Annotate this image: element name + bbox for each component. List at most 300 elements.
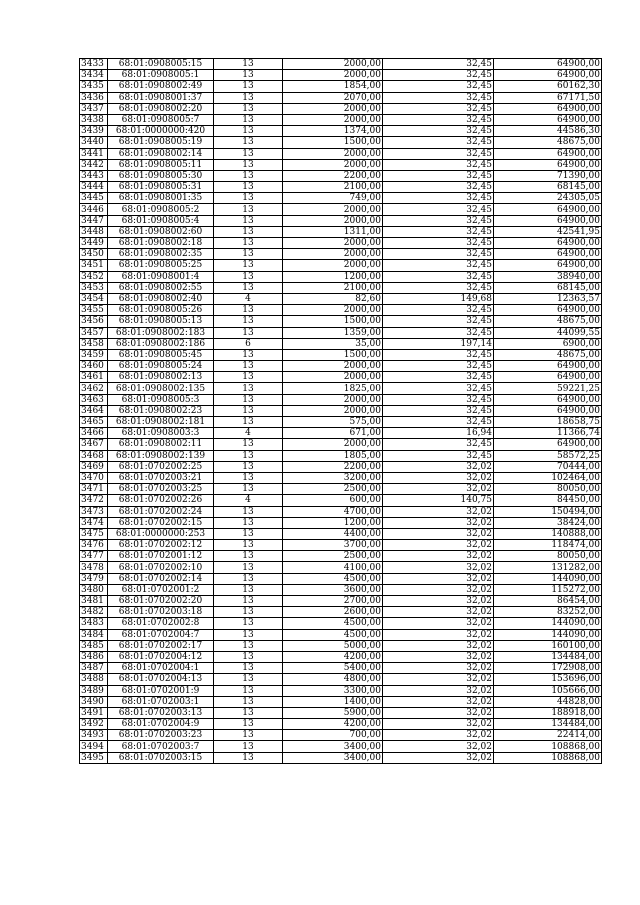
category-code: 13 — [214, 484, 283, 495]
rate-value: 32,45 — [383, 394, 494, 405]
rate-value: 32,02 — [383, 506, 494, 517]
total-value: 134484,00 — [494, 651, 602, 662]
category-code: 13 — [214, 506, 283, 517]
cadastral-number: 68:01:0908005:7 — [108, 114, 214, 125]
rate-value: 32,45 — [383, 361, 494, 372]
cadastral-number: 68:01:0702003:15 — [108, 752, 214, 763]
data-table — [79, 58, 602, 764]
total-value: 42541,95 — [494, 226, 602, 237]
total-value: 48675,00 — [494, 137, 602, 148]
cadastral-number: 68:01:0702002:26 — [108, 495, 214, 506]
category-code: 13 — [214, 327, 283, 338]
cadastral-number: 68:01:0908001:37 — [108, 92, 214, 103]
table-row — [80, 696, 602, 707]
cadastral-number: 68:01:0702002:17 — [108, 640, 214, 651]
area-value: 3200,00 — [283, 472, 383, 483]
area-value: 82,60 — [283, 293, 383, 304]
area-value: 4800,00 — [283, 674, 383, 685]
category-code: 13 — [214, 271, 283, 282]
area-value: 1500,00 — [283, 316, 383, 327]
category-code: 13 — [214, 719, 283, 730]
rate-value: 32,02 — [383, 618, 494, 629]
cadastral-number: 68:01:0702004:1 — [108, 663, 214, 674]
rate-value: 32,02 — [383, 651, 494, 662]
area-value: 1500,00 — [283, 349, 383, 360]
category-code: 13 — [214, 674, 283, 685]
category-code: 13 — [214, 305, 283, 316]
table-row — [80, 316, 602, 327]
table-row — [80, 59, 602, 70]
cadastral-number: 68:01:0702003:25 — [108, 484, 214, 495]
row-number: 3437 — [80, 103, 108, 114]
row-number: 3488 — [80, 674, 108, 685]
rate-value: 32,45 — [383, 170, 494, 181]
total-value: 64900,00 — [494, 394, 602, 405]
table-row — [80, 495, 602, 506]
rate-value: 32,45 — [383, 182, 494, 193]
total-value: 84450,00 — [494, 495, 602, 506]
rate-value: 197,14 — [383, 338, 494, 349]
table-row — [80, 293, 602, 304]
total-value: 12363,57 — [494, 293, 602, 304]
row-number: 3436 — [80, 92, 108, 103]
total-value: 44586,30 — [494, 126, 602, 137]
category-code: 13 — [214, 573, 283, 584]
category-code: 13 — [214, 226, 283, 237]
table-row — [80, 215, 602, 226]
total-value: 44099,55 — [494, 327, 602, 338]
rate-value: 32,02 — [383, 719, 494, 730]
rate-value: 32,45 — [383, 193, 494, 204]
total-value: 6900,00 — [494, 338, 602, 349]
category-code: 13 — [214, 562, 283, 573]
cadastral-number: 68:01:0702002:15 — [108, 517, 214, 528]
area-value: 1854,00 — [283, 81, 383, 92]
category-code: 13 — [214, 461, 283, 472]
table-row — [80, 450, 602, 461]
category-code: 13 — [214, 540, 283, 551]
area-value: 2000,00 — [283, 394, 383, 405]
rate-value: 32,45 — [383, 137, 494, 148]
total-value: 102464,00 — [494, 472, 602, 483]
rate-value: 32,45 — [383, 215, 494, 226]
rate-value: 32,45 — [383, 159, 494, 170]
table-row — [80, 651, 602, 662]
area-value: 2000,00 — [283, 59, 383, 70]
total-value: 64900,00 — [494, 405, 602, 416]
rate-value: 32,45 — [383, 271, 494, 282]
area-value: 2000,00 — [283, 114, 383, 125]
total-value: 64900,00 — [494, 238, 602, 249]
total-value: 134484,00 — [494, 719, 602, 730]
row-number: 3476 — [80, 540, 108, 551]
row-number: 3440 — [80, 137, 108, 148]
total-value: 64900,00 — [494, 215, 602, 226]
category-code: 13 — [214, 260, 283, 271]
row-number: 3455 — [80, 305, 108, 316]
category-code: 13 — [214, 215, 283, 226]
category-code: 13 — [214, 663, 283, 674]
row-number: 3435 — [80, 81, 108, 92]
table-row — [80, 685, 602, 696]
table-row — [80, 282, 602, 293]
table-row — [80, 607, 602, 618]
row-number: 3448 — [80, 226, 108, 237]
row-number: 3457 — [80, 327, 108, 338]
cadastral-number: 68:01:0908005:24 — [108, 361, 214, 372]
total-value: 64900,00 — [494, 204, 602, 215]
cadastral-number: 68:01:0702002:14 — [108, 573, 214, 584]
cadastral-number: 68:01:0908002:186 — [108, 338, 214, 349]
cadastral-number: 68:01:0908005:19 — [108, 137, 214, 148]
table-row — [80, 562, 602, 573]
rate-value: 32,45 — [383, 383, 494, 394]
area-value: 4500,00 — [283, 629, 383, 640]
total-value: 64900,00 — [494, 148, 602, 159]
table-row — [80, 327, 602, 338]
cadastral-number: 68:01:0000000:420 — [108, 126, 214, 137]
row-number: 3463 — [80, 394, 108, 405]
rate-value: 32,02 — [383, 540, 494, 551]
row-number: 3460 — [80, 361, 108, 372]
table-row — [80, 114, 602, 125]
rate-value: 32,45 — [383, 148, 494, 159]
rate-value: 32,45 — [383, 204, 494, 215]
cadastral-number: 68:01:0908002:60 — [108, 226, 214, 237]
area-value: 4700,00 — [283, 506, 383, 517]
row-number: 3464 — [80, 405, 108, 416]
table-row — [80, 271, 602, 282]
area-value: 2000,00 — [283, 405, 383, 416]
table-row — [80, 719, 602, 730]
cadastral-number: 68:01:0908002:135 — [108, 383, 214, 394]
table-row — [80, 461, 602, 472]
category-code: 13 — [214, 383, 283, 394]
total-value: 64900,00 — [494, 361, 602, 372]
row-number: 3481 — [80, 596, 108, 607]
table-row — [80, 540, 602, 551]
cadastral-number: 68:01:0702003:1 — [108, 696, 214, 707]
category-code: 13 — [214, 528, 283, 539]
table-row — [80, 484, 602, 495]
cadastral-number: 68:01:0908002:14 — [108, 148, 214, 159]
rate-value: 32,45 — [383, 327, 494, 338]
area-value: 2070,00 — [283, 92, 383, 103]
rate-value: 32,02 — [383, 584, 494, 595]
total-value: 80050,00 — [494, 484, 602, 495]
row-number: 3459 — [80, 349, 108, 360]
category-code: 13 — [214, 618, 283, 629]
rate-value: 32,02 — [383, 517, 494, 528]
total-value: 153696,00 — [494, 674, 602, 685]
total-value: 64900,00 — [494, 372, 602, 383]
area-value: 2100,00 — [283, 182, 383, 193]
rate-value: 32,02 — [383, 607, 494, 618]
area-value: 2000,00 — [283, 215, 383, 226]
cadastral-number: 68:01:0908001:4 — [108, 271, 214, 282]
total-value: 38424,00 — [494, 517, 602, 528]
table-row — [80, 92, 602, 103]
category-code: 13 — [214, 349, 283, 360]
rate-value: 32,45 — [383, 439, 494, 450]
table-row — [80, 383, 602, 394]
cadastral-number: 68:01:0702002:8 — [108, 618, 214, 629]
cadastral-number: 68:01:0702002:20 — [108, 596, 214, 607]
category-code: 13 — [214, 114, 283, 125]
area-value: 2000,00 — [283, 439, 383, 450]
rate-value: 16,94 — [383, 428, 494, 439]
category-code: 13 — [214, 741, 283, 752]
cadastral-number: 68:01:0908005:13 — [108, 316, 214, 327]
table-row — [80, 159, 602, 170]
row-number: 3468 — [80, 450, 108, 461]
row-number: 3495 — [80, 752, 108, 763]
rate-value: 32,45 — [383, 249, 494, 260]
category-code: 13 — [214, 394, 283, 405]
area-value: 2000,00 — [283, 238, 383, 249]
table-row — [80, 707, 602, 718]
area-value: 749,00 — [283, 193, 383, 204]
total-value: 144090,00 — [494, 573, 602, 584]
cadastral-number: 68:01:0908005:3 — [108, 394, 214, 405]
total-value: 83252,00 — [494, 607, 602, 618]
total-value: 64900,00 — [494, 249, 602, 260]
category-code: 13 — [214, 405, 283, 416]
rate-value: 32,02 — [383, 484, 494, 495]
category-code: 13 — [214, 170, 283, 181]
cadastral-number: 68:01:0702002:10 — [108, 562, 214, 573]
cadastral-number: 68:01:0702001:2 — [108, 584, 214, 595]
rate-value: 32,45 — [383, 316, 494, 327]
cadastral-number: 68:01:0702002:25 — [108, 461, 214, 472]
category-code: 13 — [214, 517, 283, 528]
row-number: 3478 — [80, 562, 108, 573]
table-row — [80, 70, 602, 81]
cadastral-number: 68:01:0908005:25 — [108, 260, 214, 271]
cadastral-number: 68:01:0702003:13 — [108, 707, 214, 718]
rate-value: 32,45 — [383, 70, 494, 81]
category-code: 4 — [214, 293, 283, 304]
area-value: 1500,00 — [283, 137, 383, 148]
total-value: 48675,00 — [494, 316, 602, 327]
cadastral-number: 68:01:0702003:18 — [108, 607, 214, 618]
table-row — [80, 394, 602, 405]
area-value: 3300,00 — [283, 685, 383, 696]
row-number: 3443 — [80, 170, 108, 181]
cadastral-number: 68:01:0702003:21 — [108, 472, 214, 483]
cadastral-number: 68:01:0908002:20 — [108, 103, 214, 114]
cadastral-number: 68:01:0908005:11 — [108, 159, 214, 170]
area-value: 2000,00 — [283, 103, 383, 114]
area-value: 2500,00 — [283, 484, 383, 495]
total-value: 64900,00 — [494, 114, 602, 125]
row-number: 3438 — [80, 114, 108, 125]
area-value: 1200,00 — [283, 271, 383, 282]
rate-value: 32,45 — [383, 260, 494, 271]
area-value: 2000,00 — [283, 361, 383, 372]
area-value: 1311,00 — [283, 226, 383, 237]
row-number: 3453 — [80, 282, 108, 293]
category-code: 13 — [214, 685, 283, 696]
row-number: 3474 — [80, 517, 108, 528]
row-number: 3480 — [80, 584, 108, 595]
area-value: 3400,00 — [283, 752, 383, 763]
total-value: 108868,00 — [494, 741, 602, 752]
area-value: 4200,00 — [283, 719, 383, 730]
total-value: 172908,00 — [494, 663, 602, 674]
table-row — [80, 238, 602, 249]
area-value: 2200,00 — [283, 170, 383, 181]
row-number: 3462 — [80, 383, 108, 394]
rate-value: 140,75 — [383, 495, 494, 506]
rate-value: 32,45 — [383, 126, 494, 137]
area-value: 1825,00 — [283, 383, 383, 394]
total-value: 105666,00 — [494, 685, 602, 696]
total-value: 160100,00 — [494, 640, 602, 651]
cadastral-number: 68:01:0908002:18 — [108, 238, 214, 249]
cadastral-number: 68:01:0000000:253 — [108, 528, 214, 539]
area-value: 575,00 — [283, 417, 383, 428]
area-value: 2000,00 — [283, 70, 383, 81]
table-row — [80, 226, 602, 237]
row-number: 3491 — [80, 707, 108, 718]
rate-value: 32,02 — [383, 685, 494, 696]
rate-value: 32,45 — [383, 92, 494, 103]
cadastral-number: 68:01:0908005:45 — [108, 349, 214, 360]
rate-value: 32,02 — [383, 629, 494, 640]
row-number: 3485 — [80, 640, 108, 651]
table-row — [80, 663, 602, 674]
category-code: 13 — [214, 137, 283, 148]
rate-value: 32,02 — [383, 663, 494, 674]
area-value: 5400,00 — [283, 663, 383, 674]
row-number: 3492 — [80, 719, 108, 730]
area-value: 2500,00 — [283, 551, 383, 562]
cadastral-number: 68:01:0908005:15 — [108, 59, 214, 70]
cadastral-number: 68:01:0908002:181 — [108, 417, 214, 428]
area-value: 5900,00 — [283, 707, 383, 718]
total-value: 48675,00 — [494, 349, 602, 360]
rate-value: 32,02 — [383, 707, 494, 718]
category-code: 4 — [214, 428, 283, 439]
category-code: 13 — [214, 193, 283, 204]
table-row — [80, 81, 602, 92]
total-value: 144090,00 — [494, 629, 602, 640]
cadastral-number: 68:01:0908001:35 — [108, 193, 214, 204]
area-value: 5000,00 — [283, 640, 383, 651]
rate-value: 32,45 — [383, 114, 494, 125]
category-code: 13 — [214, 450, 283, 461]
cadastral-number: 68:01:0702003:7 — [108, 741, 214, 752]
category-code: 13 — [214, 417, 283, 428]
table-row — [80, 305, 602, 316]
rate-value: 32,02 — [383, 528, 494, 539]
row-number: 3473 — [80, 506, 108, 517]
category-code: 13 — [214, 752, 283, 763]
row-number: 3465 — [80, 417, 108, 428]
table-row — [80, 573, 602, 584]
rate-value: 32,02 — [383, 573, 494, 584]
category-code: 4 — [214, 495, 283, 506]
cadastral-number: 68:01:0908002:11 — [108, 439, 214, 450]
rate-value: 32,45 — [383, 282, 494, 293]
cadastral-number: 68:01:0702004:9 — [108, 719, 214, 730]
row-number: 3441 — [80, 148, 108, 159]
area-value: 2600,00 — [283, 607, 383, 618]
table-row — [80, 405, 602, 416]
total-value: 38940,00 — [494, 271, 602, 282]
total-value: 115272,00 — [494, 584, 602, 595]
table-row — [80, 170, 602, 181]
cadastral-number: 68:01:0908002:139 — [108, 450, 214, 461]
cadastral-number: 68:01:0702004:13 — [108, 674, 214, 685]
category-code: 13 — [214, 361, 283, 372]
table-row — [80, 674, 602, 685]
row-number: 3472 — [80, 495, 108, 506]
category-code: 13 — [214, 551, 283, 562]
area-value: 4500,00 — [283, 573, 383, 584]
rate-value: 32,45 — [383, 226, 494, 237]
cadastral-number: 68:01:0702004:12 — [108, 651, 214, 662]
category-code: 13 — [214, 584, 283, 595]
category-code: 13 — [214, 372, 283, 383]
cadastral-number: 68:01:0908002:49 — [108, 81, 214, 92]
table-row — [80, 193, 602, 204]
cadastral-number: 68:01:0702004:7 — [108, 629, 214, 640]
area-value: 2100,00 — [283, 282, 383, 293]
table-row — [80, 260, 602, 271]
rate-value: 149,68 — [383, 293, 494, 304]
row-number: 3446 — [80, 204, 108, 215]
table-row — [80, 752, 602, 763]
area-value: 3600,00 — [283, 584, 383, 595]
cadastral-number: 68:01:0908002:35 — [108, 249, 214, 260]
rate-value: 32,02 — [383, 730, 494, 741]
rate-value: 32,45 — [383, 238, 494, 249]
table-row — [80, 338, 602, 349]
area-value: 700,00 — [283, 730, 383, 741]
area-value: 4400,00 — [283, 528, 383, 539]
total-value: 140888,00 — [494, 528, 602, 539]
category-code: 13 — [214, 316, 283, 327]
category-code: 13 — [214, 607, 283, 618]
rate-value: 32,02 — [383, 472, 494, 483]
cadastral-number: 68:01:0908003:3 — [108, 428, 214, 439]
total-value: 64900,00 — [494, 439, 602, 450]
row-number: 3486 — [80, 651, 108, 662]
cadastral-number: 68:01:0908005:1 — [108, 70, 214, 81]
category-code: 13 — [214, 651, 283, 662]
cadastral-number: 68:01:0908002:13 — [108, 372, 214, 383]
total-value: 64900,00 — [494, 159, 602, 170]
total-value: 59221,25 — [494, 383, 602, 394]
category-code: 13 — [214, 159, 283, 170]
total-value: 131282,00 — [494, 562, 602, 573]
row-number: 3434 — [80, 70, 108, 81]
area-value: 2700,00 — [283, 596, 383, 607]
row-number: 3442 — [80, 159, 108, 170]
category-code: 13 — [214, 81, 283, 92]
category-code: 13 — [214, 696, 283, 707]
total-value: 44828,00 — [494, 696, 602, 707]
table-row — [80, 148, 602, 159]
row-number: 3475 — [80, 528, 108, 539]
cadastral-number: 68:01:0908005:30 — [108, 170, 214, 181]
table-row — [80, 551, 602, 562]
total-value: 108868,00 — [494, 752, 602, 763]
table-row — [80, 182, 602, 193]
area-value: 2000,00 — [283, 249, 383, 260]
